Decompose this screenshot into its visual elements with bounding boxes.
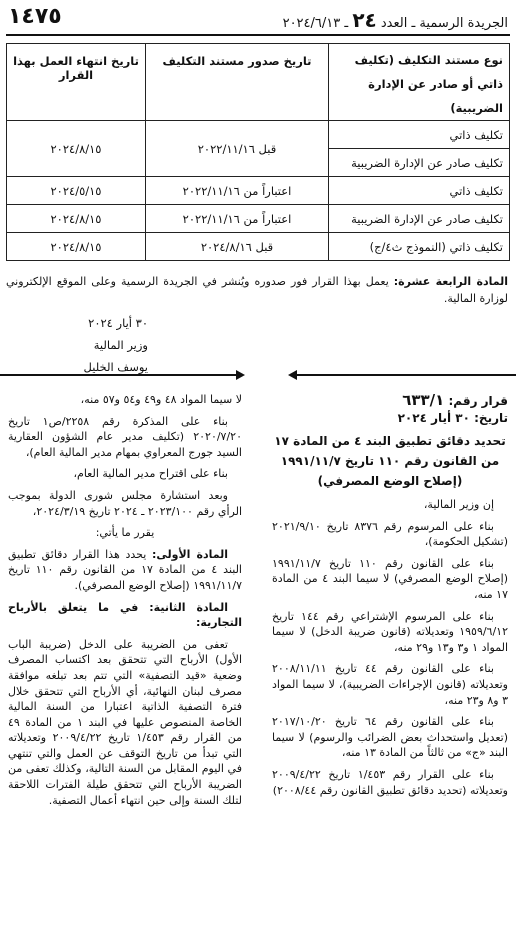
article-one-label: المادة الأولى: xyxy=(151,547,228,561)
signature-title: وزير المالية xyxy=(93,338,148,352)
article-two-heading xyxy=(8,600,242,631)
decision-heading-line: تحديد دقائق تطبيق البند ٤ من المادة ١٧ xyxy=(274,434,506,448)
decision-date xyxy=(272,410,508,427)
page-number: ١٤٧٥ xyxy=(8,4,62,29)
table-cell-type: تكليف ذاتي xyxy=(329,177,510,205)
gazette-title: الجريدة الرسمية ـ العدد xyxy=(380,16,508,31)
article-one xyxy=(8,547,242,594)
issue-number: ٢٤ xyxy=(352,8,377,32)
arrow-head-icon xyxy=(236,370,245,380)
table-row xyxy=(7,233,510,261)
preamble-paragraph: وبعد استشارة مجلس شورى الدولة بموجب الرأي رقم ٢٠٢٣/١٠٠ ـ ٢٠٢٤ تاريخ ٢٠٢٤/٣/١٩، xyxy=(8,488,242,518)
table-cell-end: ٢٠٢٤/٥/١٥ xyxy=(7,177,146,205)
table-header-row xyxy=(7,44,510,121)
preamble-paragraph: لا سيما المواد ٤٨ و٤٩ و٥٤ و٥٧ منه، xyxy=(80,393,242,406)
preamble-paragraph: بناء على المذكرة رقم ٢٢٥٨/ص١ تاريخ ٢٠٢٠/٧/٢٠ (تكليف مدير عام الشؤون العقارية السيد جورج المعراوي بمهام مدير المالية العام)، xyxy=(8,414,242,459)
arrow-head-icon xyxy=(288,370,297,380)
table-row xyxy=(7,205,510,233)
article-fourteen xyxy=(6,273,508,307)
article-two-label: المادة الثانية: في ما يتعلق بالأرباح التجارية: xyxy=(8,600,242,630)
table-cell-issue: اعتباراً من ٢٠٢٢/١١/١٦ xyxy=(146,177,329,205)
gazette-date: ـ ٢٠٢٤/٦/١٣ xyxy=(282,16,349,31)
decision-number-value: ٦٣٣/١ xyxy=(402,391,445,409)
separator-arrow-right xyxy=(0,374,243,376)
tax-assignment-table xyxy=(6,43,510,261)
column-header-issue-date: تاريخ صدور مستند التكليف xyxy=(146,44,329,121)
preamble-paragraph: بناء على المرسوم رقم ٨٣٧٦ تاريخ ٢٠٢١/٩/١٠ (تشكيل الحكومة)، xyxy=(272,519,508,549)
preamble-paragraph: بناء على القانون رقم ٦٤ تاريخ ٢٠١٧/١٠/٢٠ (تعديل واستحداث بعض الضرائب والرسوم) لا سيما البند «ج» من ثالثاً من المادة ١٣ منه، xyxy=(272,715,508,760)
column-header-type: نوع مستند التكليف (تكليف ذاتي أو صادر عن الإدارة الضريبية) xyxy=(329,44,510,121)
decision-left-column xyxy=(8,392,242,814)
article-two-text: تعفى من الضريبة على الدخل (ضريبة الباب الأول) الأرباح التي تتحقق بعد اكتساب المصرف وضعية «قيد التصفية» التي تتم بعد تبلغه موافقة مصرف لبنان النهائية، أي الأرباح التي تتحقق خلال فترة التصفية الذاتية اعتبارا من السنة المالية الخاصة المنصوص عليها في البند ١ من المادة ٤٩ من القرار رقم ١/٤٥٣ تاريخ ٢٠٠٩/٤/٢٢ وتعديلاته التي تبدأ من تاريخ التوقف عن العمل والتي تنتهي في اليوم المقابل من السنة التالية، وكذلك تعفى من الضريبة الأرباح التي تتحقق طيلة الفترات اللاحقة لتلك السنة وإلى حين انتهاء أعمال التصفية. xyxy=(8,637,242,807)
signature-block xyxy=(8,312,148,378)
preamble-paragraph: بناء على القانون رقم ٤٤ تاريخ ٢٠٠٨/١١/١١ وتعديلاته (قانون الإجراءات الضريبية)، لا سيما المواد ٣ و٨ و٢٣ منه، xyxy=(272,662,508,707)
column-header-end-date: تاريخ انتهاء العمل بهذا القرار xyxy=(7,44,146,121)
table-cell-end: ٢٠٢٤/٨/١٥ xyxy=(7,233,146,261)
separator-arrow-left xyxy=(290,374,516,376)
table-cell-type: تكليف ذاتي xyxy=(329,121,510,149)
signature-date: ٣٠ أيار ٢٠٢٤ xyxy=(88,316,148,330)
preamble-paragraph: بناء على اقتراح مدير المالية العام، xyxy=(73,467,228,481)
signature-name: يوسف الخليل xyxy=(83,360,148,374)
table-row xyxy=(7,177,510,205)
table-cell-type: تكليف ذاتي (النموذج ث٤/ج) xyxy=(329,233,510,261)
decision-date-label: تاريخ: xyxy=(474,411,508,425)
decides-line: يقرر ما يأتي: xyxy=(95,526,155,540)
preamble-paragraph: بناء على القانون رقم ١١٠ تاريخ ١٩٩١/١١/٧ (إصلاح الوضع المصرفي) لا سيما البند ٤ من المادة ١٧ منه، xyxy=(272,556,508,601)
table-cell-end: ٢٠٢٤/٨/١٥ xyxy=(7,121,146,177)
decision-number-label: قرار رقم: xyxy=(448,394,508,408)
decision-number xyxy=(272,392,508,410)
page-header xyxy=(6,4,510,36)
table-cell-issue: قبل ٢٠٢٢/١١/١٦ xyxy=(146,121,329,177)
decision-heading-line: من القانون رقم ١١٠ تاريخ ١٩٩١/١١/٧ xyxy=(280,454,500,468)
table-cell-type: تكليف صادر عن الإدارة الضريبية xyxy=(329,149,510,177)
preamble-paragraph: بناء على المرسوم الإشتراعي رقم ١٤٤ تاريخ ١٩٥٩/٦/١٢ وتعديلاته (قانون ضريبة الدخل) لا سيما المواد ١ و٣ و١٣ و٢٩ منه، xyxy=(272,609,508,654)
decision-right-column xyxy=(272,392,508,804)
table-cell-issue: قبل ٢٠٢٤/٨/١٦ xyxy=(146,233,329,261)
preamble-paragraph: بناء على القرار رقم ١/٤٥٣ تاريخ ٢٠٠٩/٤/٢٢ وتعديلاته (تحديد دقائق تطبيق القانون رقم ٢٠٠٨/٤٤) xyxy=(272,767,508,797)
table-row xyxy=(7,121,510,149)
preamble-paragraph: إن وزير المالية، xyxy=(423,498,494,511)
decision-heading xyxy=(272,431,508,491)
article-fourteen-text: يعمل بهذا القرار فور صدوره ويُنشر في الجريدة الرسمية وعلى الموقع الإلكتروني لوزارة المالية. xyxy=(6,275,508,305)
gazette-header xyxy=(283,8,508,32)
table-cell-type: تكليف صادر عن الإدارة الضريبية xyxy=(329,205,510,233)
article-one-text: يحدد هذا القرار دقائق تطبيق البند ٤ من المادة ١٧ من القانون رقم ١١٠ تاريخ ١٩٩١/١١/٧ (إصلاح الوضع المصرفي). xyxy=(8,547,242,592)
table-cell-end: ٢٠٢٤/٨/١٥ xyxy=(7,205,146,233)
decision-date-value: ٣٠ أيار ٢٠٢٤ xyxy=(397,411,470,425)
decision-heading-line: (إصلاح الوضع المصرفي) xyxy=(317,474,463,488)
article-fourteen-label: المادة الرابعة عشرة: xyxy=(393,275,508,288)
table-cell-issue: اعتباراً من ٢٠٢٢/١١/١٦ xyxy=(146,205,329,233)
